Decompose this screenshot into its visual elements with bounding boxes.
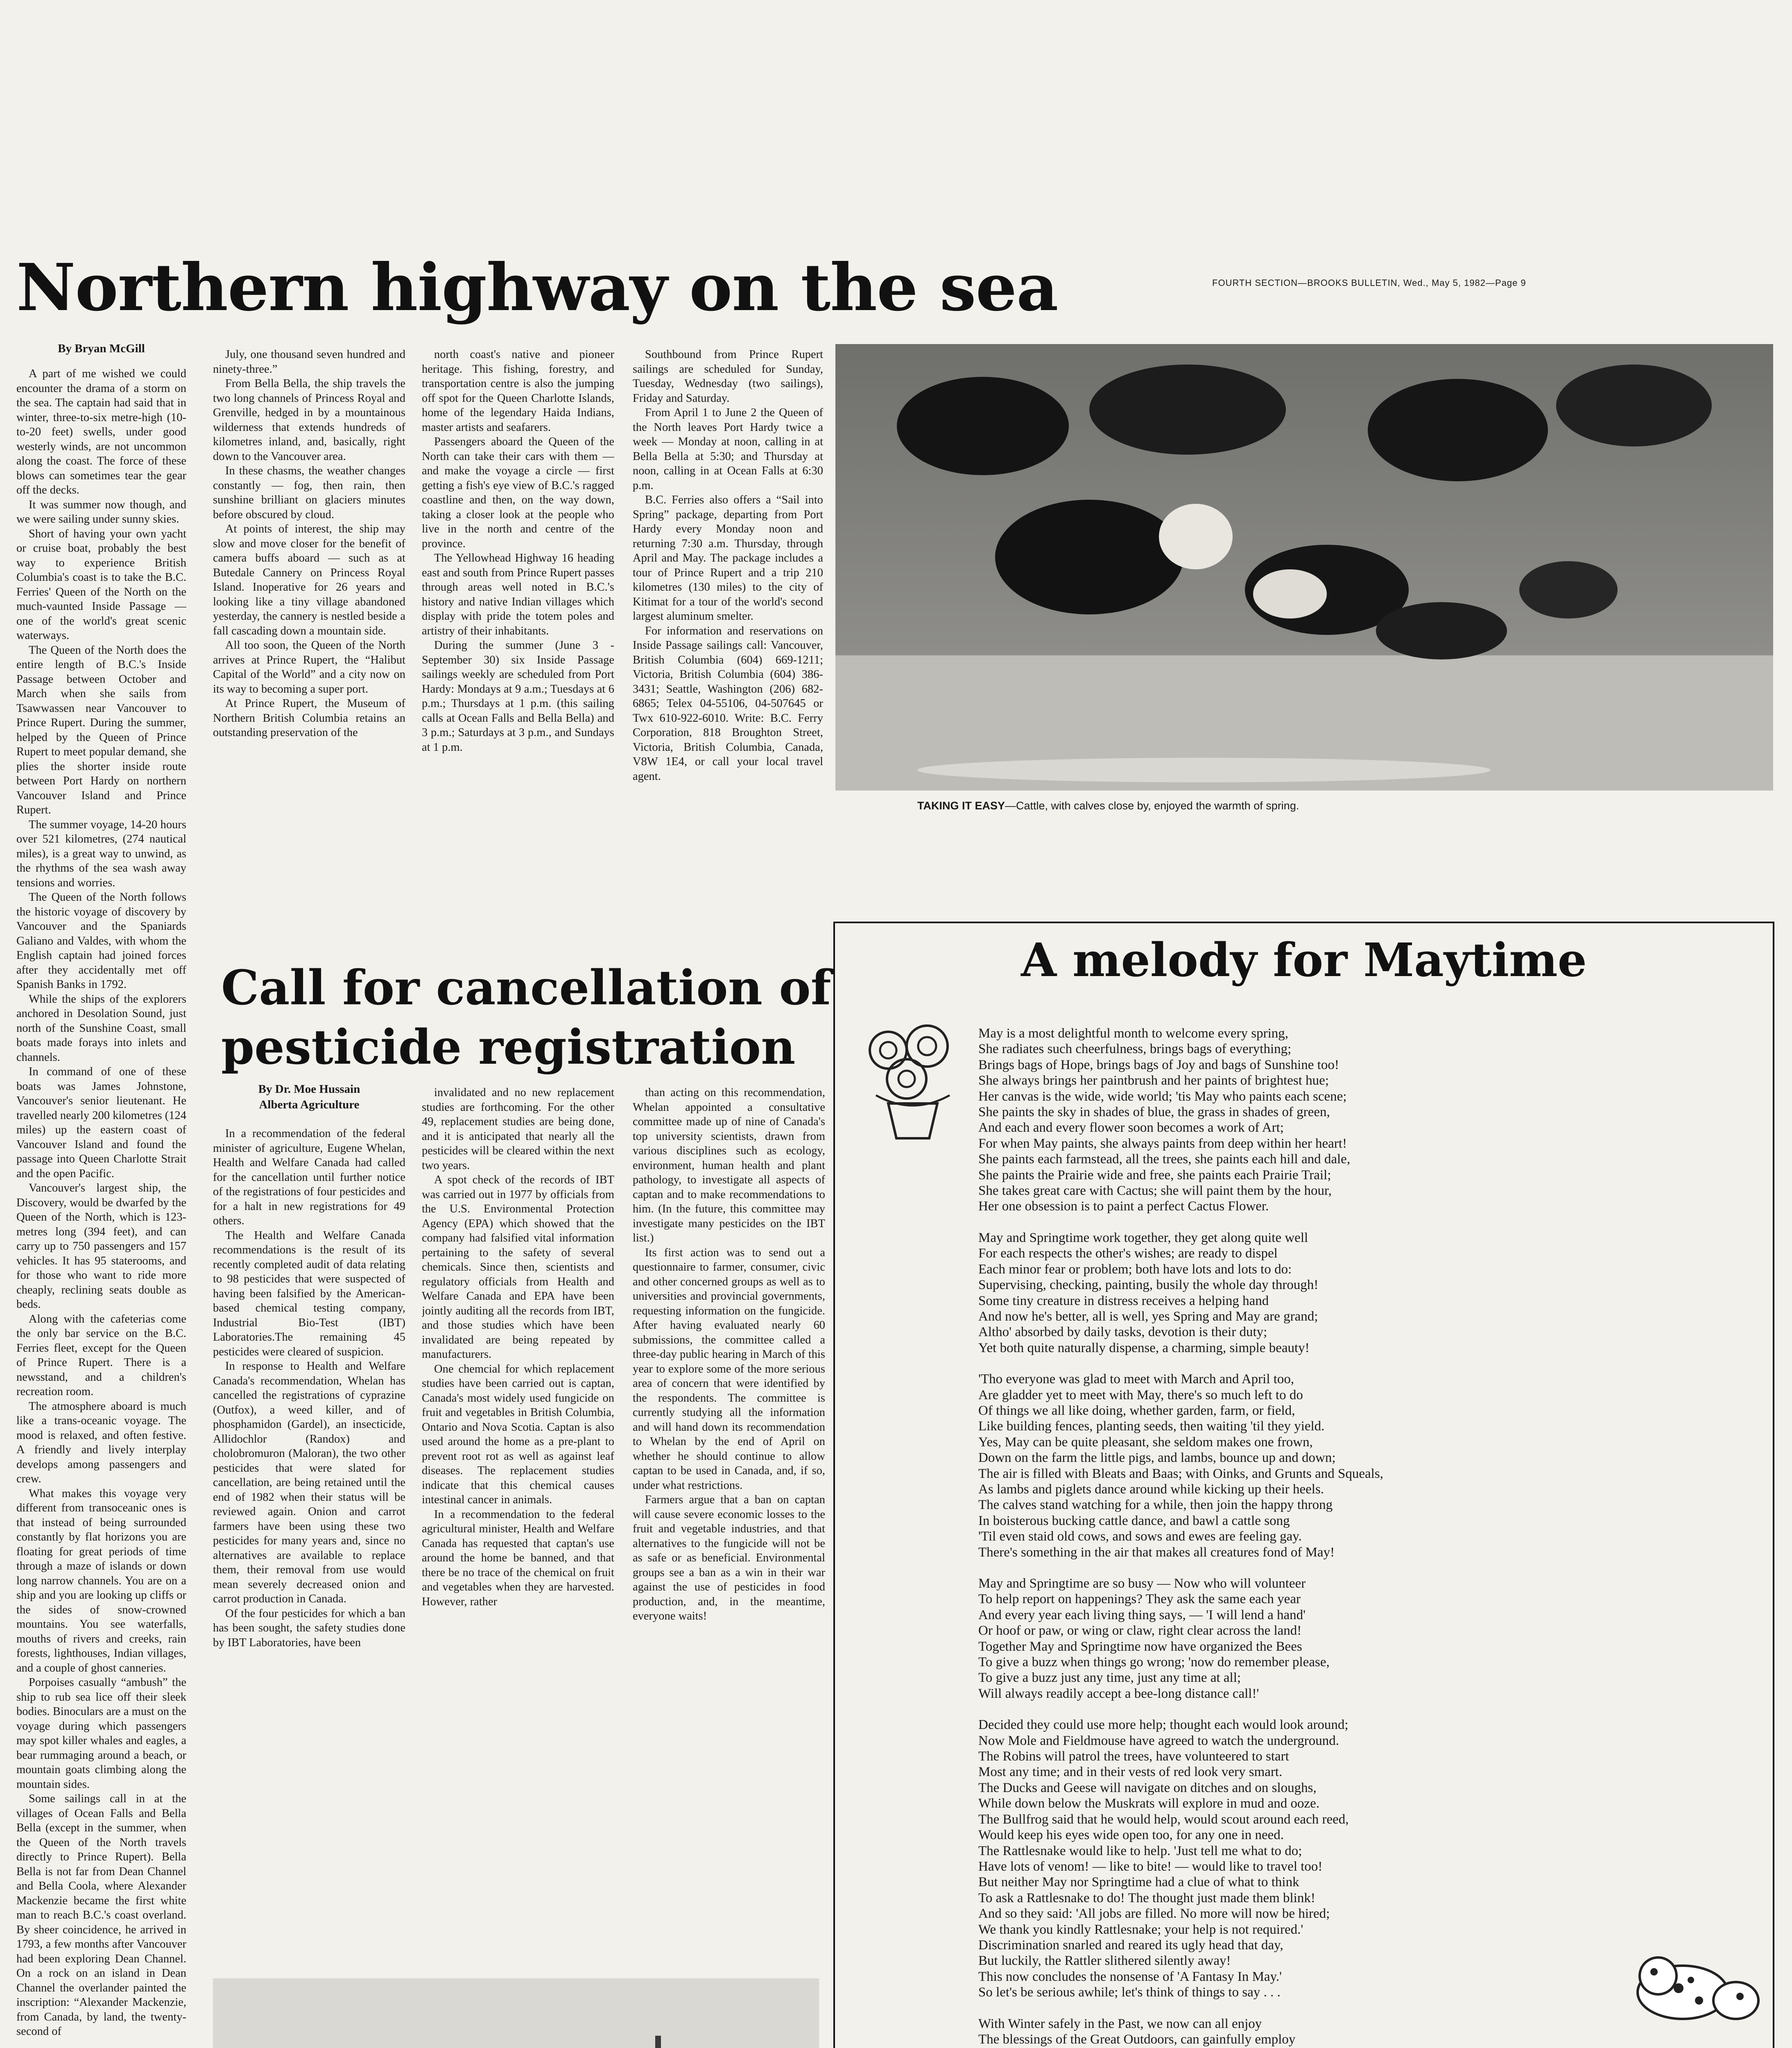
flower-bouquet-icon (860, 1022, 966, 1144)
pesticide-byline-affiliation: Alberta Agriculture (259, 1098, 360, 1111)
poem-stanza: May and Springtime are so busy — Now who will volunteer To help report on happenings? They ask the same each year And every year each living thing says, — 'I will lend a hand' Or hoof or paw, or wing or claw, right clear across the land! Together May and Springtime now have organized the Bees To give a buzz when things go wrong; 'now do remember please, To give a buzz just any time, just any time at all; Will always readily accept a bee-long distance call!' (978, 1576, 1330, 1701)
cattle-caption-text: —Cattle, with calves close by, enjoyed the warmth of spring. (1005, 800, 1299, 812)
paragraph: From Bella Bella, the ship travels the two long channels of Princess Royal and Grenville, hedged in by a mountainous wilderness that extends hundreds of kilometres inland, and, basically, right down to the Vancouver area. (213, 377, 405, 463)
melody-box (833, 922, 1774, 2048)
paragraph: One chemcial for which replacement studies have been carried out is captan, Canada's most widely used fungicide on fruit and vegetables in British Columbia, Ontario and Nova Scotia. Captan is also used around the home as a pre-plant to prevent root rot as well as against leaf diseases. The replacement studies indicate that this chemical causes intestinal cancer in animals. (422, 1362, 614, 1506)
pesticide-headline-line-1: Call for cancellation of (221, 960, 831, 1016)
paragraph: It was summer now though, and we were sailing under sunny skies. (16, 498, 186, 526)
cattle-photo (835, 344, 1773, 791)
paragraph: Of the four pesticides for which a ban has been sought, the safety studies done by IBT Laboratories, have been (213, 1607, 405, 1649)
cattle-photo-image (835, 344, 1773, 791)
paragraph: The summer voyage, 14-20 hours over 521 kilometres, (274 nautical miles), is a great way to unwind, as the rhythms of the sea wash away tensions and worries. (16, 818, 186, 889)
paragraph: Some sailings call in at the villages of Ocean Falls and Bella Bella (except in the summer, when the Queen of the North travels directly to Prince Rupert). Bella Bella is not far from Dean Channel and Bella Coola, where Alexander Mackenzie became the first white man to reach B.C.'s coast overland. By sheer coincidence, he arrived in 1793, a few months after Vancouver had been exploring Dean Channel. On a rock on an island in Dean Channel the overlander painted the inscription: “Alexander Mackenzie, from Canada, by land, the twenty-second of (16, 1792, 186, 2038)
paragraph: Vancouver's largest ship, the Discovery, would be dwarfed by the Queen of the North, which is 123-metres long (394 feet), and can carry up to 750 passengers and 157 vehicles. It has 95 staterooms, and for those who want to ride more cheaply, reclining seats double as beds. (16, 1182, 186, 1311)
poem-stanza: 'Tho everyone was glad to meet with March and April too, Are gladder yet to meet with May, there's so much left to do Of things we all like doing, whether garden, farm, or field, Like building fences, planting seeds, then waiting 'til they yield. Yes, May can be quite pleasant, she seldom makes one frown, Down on the farm the little pigs, and lambs, bounce up and down; The air is filled with Bleats and Baas; with Oinks, and Grunts and Squeals, As lambs and piglets dance around while kicking up their heels. The calves stand watching for a while, then join the happy throng In boisterous bucking cattle dance, and bawl a cattle song 'Til even staid old cows, and sows and ewes are feeling gay. There's something in the air that makes all creatures fond of May! (978, 1372, 1383, 1560)
paragraph: than acting on this recommendation, Whelan appointed a consultative committee made up of nine of Canada's top university scientists, drawn from various disciplines such as ecology, environment, human health and plant pathology, to investigate all aspects of captan and to make recommendations to him. (In the future, this committee may investigate many pesticides on the IBT list.) (633, 1086, 825, 1244)
poem-stanza: May is a most delightful month to welcome every spring, She radiates such cheerfulness, brings bags of everything; Brings bags of Hope, brings bags of Joy and bags of Sunshine too! She always brings her paintbrush and her paints of brightest hue; Her canvas is the wide, wide world; 'tis May who paints each scene; She paints the sky in shades of blue, the grass in shades of green, And each and every flower soon becomes a work of Art; For when May paints, she always paints from deep within her heart! She paints each farmstead, all the trees, she paints each hill and dale, She paints the Prairie wide and free, she paints each Prairie Trail; She takes great care with Cactus; she will paint them by the hour, Her one obsession is to paint a perfect Cactus Flower. (978, 1026, 1351, 1214)
pesticide-column-3 (633, 1085, 825, 1933)
paragraph: At Prince Rupert, the Museum of Northern British Columbia retains an outstanding preservation of the (213, 697, 405, 739)
cattle-caption-lead: TAKING IT EASY (917, 800, 1005, 812)
paragraph: A spot check of the records of IBT was carried out in 1977 by officials from the U.S. Environmental Protection Agency (EPA) which showed that the company had falsified vital information pertaining to the safety of several chemicals. Since then, scientists and regulatory officials from Health and Welfare Canada and EPA have been jointly auditing all the records from IBT, and those studies which have been invalidated are being repeated by manufacturers. (422, 1174, 614, 1361)
paragraph: Passengers aboard the Queen of the North can take their cars with them — and make the voyage a circle — first getting a fish's eye view of B.C.'s ragged coastline and then, on the way down, taking a closer look at the people who live in the north and centre of the province. (422, 435, 614, 550)
pesticide-headline-line-2: pesticide registration (221, 1019, 796, 1075)
paragraph: From April 1 to June 2 the Queen of the North leaves Port Hardy twice a week — Monday at noon, calling in at Bella Bella at 5:30; and Thursday at noon, calling in at Ocean Falls at 6:30 p.m. (633, 406, 823, 492)
paragraph: B.C. Ferries also offers a “Sail into Spring” package, departing from Port Hardy every Monday noon and returning 7:30 a.m. Thursday, through April and May. The package includes a tour of Prince Rupert and a trip 210 kilometres (130 miles) to the city of Kitimat for a tour of the world's second largest aluminum smelter. (633, 494, 823, 623)
paragraph: In a recommendation of the federal minister of agriculture, Eugene Whelan, Health and Welfare Canada had called for the cancellation until further notice of the registrations of four pesticides and for a halt in new registrations for 49 others. (213, 1127, 405, 1227)
poem-stanza: Decided they could use more help; thought each would look around; Now Mole and Fieldmouse have agreed to watch the underground. The Robins will patrol the trees, have volunteered to start Most any time; and in their vests of red look very smart. The Ducks and Geese will navigate on ditches and on sloughs, While down below the Muskrats will explore in mud and ooze. The Bullfrog said that he would help, would scout around each reed, Would keep his eyes wide open too, for any one in need. The Rattlesnake would like to help. 'Just tell me what to do; Have lots of venom! — like to bite! — would like to travel too! But neither May nor Springtime had a clue of what to think To ask a Rattlesnake to do! The thought just made them blink! And so they said: 'All jobs are filled. No more will now be hired; We thank you kindly Rattlesnake; your help is not required.' Discrimination snarled and reared its ugly head that day, But luckily, the Rattler slithered silently away! This now concludes the nonsense of 'A Fantasy In May.' So let's be serious awhile; let's think of things to say . . . (978, 1717, 1349, 2000)
horse-photo (213, 1978, 819, 2048)
paragraph: Southbound from Prince Rupert sailings are scheduled for Sunday, Tuesday, Wednesday (two sailings), Friday and Saturday. (633, 348, 823, 405)
pesticide-byline (213, 1081, 405, 1112)
melody-headline: A melody for Maytime (1021, 933, 1587, 987)
poem-stanza: May and Springtime work together, they get along quite well For each respects the other's wishes; are ready to dispel Each minor fear or problem; both have lots and lots to do: Supervising, checking, painting, busily the whole day through! Some tiny creature in distress receives a helping hand And now he's better, all is well, yes Spring and May are grand; Altho' absorbed by daily tasks, devotion is their duty; Yet both quite naturally dispense, a charming, simple beauty! (978, 1230, 1319, 1355)
paragraph: In command of one of these boats was James Johnstone, Vancouver's senior lieutenant. He travelled nearly 200 kilometres (124 miles) up the eastern coast of Vancouver Island and found the passage into Queen Charlotte Strait and the open Pacific. (16, 1065, 186, 1180)
highway-column-4 (633, 347, 823, 929)
paragraph: At points of interest, the ship may slow and move closer for the benefit of camera buffs aboard — such as at Butedale Cannery on Princess Royal Island. Inoperative for 26 years and looking like a tiny village abandoned yesterday, the cannery is nestled beside a fall cascading down a mountain side. (213, 523, 405, 637)
paragraph: The Queen of the North does the entire length of B.C.'s Inside Passage between October and March when she sails from Tsawwassen near Vancouver to Prince Rupert. During the summer, helped by the Queen of Prince Rupert to meet popular demand, she plies the shorter inside route between Port Hardy on northern Vancouver Island and Prince Rupert. (16, 643, 186, 816)
paragraph: During the summer (June 3 - September 30) six Inside Passage sailings weekly are scheduled from Port Hardy: Mondays at 9 a.m.; Tuesdays at 6 p.m.; Thursdays at 1 p.m. (this sailing calls at Ocean Falls and Bella Bella) and 3 p.m.; Saturdays at 3 p.m., and Sundays at 1 p.m. (422, 639, 614, 754)
paragraph: All too soon, the Queen of the North arrives at Prince Rupert, the “Halibut Capital of the World” and a city now on its way to becoming a super port. (213, 639, 405, 696)
paragraph: north coast's native and pioneer heritage. This fishing, forestry, and transportation centre is also the jumping off spot for the Queen Charlotte Islands, home of the legendary Haida Indians, master artists and seafarers. (422, 348, 614, 434)
pesticide-byline-author: By Dr. Moe Hussain (258, 1083, 360, 1096)
paragraph: Farmers argue that a ban on captan will cause severe economic losses to the fruit and vegetable industries, and that alternatives to the fungicide will not be as safe or as beneficial. Environmental groups see a ban as a win in their war against the use of pesticides in food production, and, in the meantime, everyone waits! (633, 1493, 825, 1622)
puppies-illustration-icon (1629, 1939, 1760, 2033)
paragraph: The Queen of the North follows the historic voyage of discovery by Vancouver and the Spaniards Galiano and Valdes, with whom the English captain had joined forces after they accidentally met off Spanish Banks in 1792. (16, 891, 186, 991)
pesticide-headline (221, 958, 831, 1077)
paragraph: Its first action was to send out a questionnaire to farmer, consumer, civic and other concerned groups as well as to universities and provincial governments, requesting information on the fungicide. After having evaluated nearly 60 submissions, the committee called a three-day public hearing in March of this year to explore some of the more serious area of concern that were identified by the respondents. The committee is currently studying all the information and will hand down its recommendation to Whelan by the end of April on whether he should continue to allow captan to be used in Canada, and, if so, under what restrictions. (633, 1246, 825, 1492)
highway-column-2 (213, 347, 405, 929)
paragraph: invalidated and no new replacement studies are forthcoming. For the other 49, replacement studies are being done, and it is anticipated that nearly all the pesticides will be cleared within the next two years. (422, 1086, 614, 1172)
highway-column-3 (422, 347, 614, 929)
cattle-caption (917, 799, 1777, 813)
highway-column-1 (16, 367, 186, 2048)
poem-stanza: With Winter safely in the Past, we now can all enjoy The blessings of the Great Outdoors, can gainfully employ (978, 2016, 1296, 2047)
paragraph: Short of having your own yacht or cruise boat, probably the best way to experience British Columbia's coast is to take the B.C. Ferries' Queen of the North on the much-vaunted Inside Passage — one of the world's great scenic waterways. (16, 527, 186, 642)
paragraph: For information and reservations on Inside Passage sailings call: Vancouver, British Columbia (604) 669-1211; Victoria, British Columbia (604) 386-3431; Seattle, Washington (206) 682-6865; Telex 04-55106, 04-507645 or Twx 610-922-6010. Write: B.C. Ferry Corporation, 818 Broughton Street, Victoria, British Columbia, Canada, V8W 1E4, or call your local travel agent. (633, 624, 823, 783)
paragraph: In response to Health and Welfare Canada's recommendation, Whelan has cancelled the registrations of cyprazine (Outfox), a weed killer, and of phosphamidon (Gardel), an insecticide, Allidochlor (Randox) and cholobromuron (Maloran), the two other pesticides that were slated for cancellation, are being retained until the end of 1982 when their status will be reviewed again. Onion and carrot farmers have been using these two pesticides for many years and, since no alternatives are available to replace them, their removal from use would mean severely decreased onion and carrot production in Canada. (213, 1360, 405, 1605)
horse-photo-image (213, 1978, 819, 2048)
paragraph: The Yellowhead Highway 16 heading east and south from Prince Rupert passes through areas well noted in B.C.'s history and native Indian villages which display with pride the totem poles and artistry of their inhabitants. (422, 552, 614, 637)
paragraph: In these chasms, the weather changes constantly — fog, then rain, then sunshine brilliant on glaciers minutes before obscured by cloud. (213, 464, 405, 521)
paragraph: The atmosphere aboard is much like a trans-oceanic voyage. The mood is relaxed, and often festive. A friendly and lively interplay develops among passengers and crew. (16, 1400, 186, 1485)
paragraph: What makes this voyage very different from transoceanic ones is that instead of being surrounded constantly by flat horizons you are floating for great periods of time through a maze of islands or down long narrow channels. You are on a ship and you are looking up cliffs or the sides of snow-crowned mountains. You see waterfalls, mouths of rivers and creeks, rain forests, lighthouses, Indian villages, and a couple of ghost canneries. (16, 1487, 186, 1674)
paragraph: July, one thousand seven hundred and ninety-three.” (213, 348, 405, 376)
highway-byline: By Bryan McGill (58, 342, 145, 355)
melody-poem (978, 1026, 1756, 2048)
pesticide-column-2 (422, 1085, 614, 1933)
paragraph: While the ships of the explorers anchored in Desolation Sound, just north of the Sunshine Coast, small boats made forays into inlets and channels. (16, 992, 186, 1064)
paragraph: The Health and Welfare Canada recommendations is the result of its recently completed audit of data relating to 98 pesticides that were suspected of having been falsified by the American-based chemical testing company, Industrial Bio-Test (IBT) Laboratories.The remaining 45 pesticides were cleared of suspicion. (213, 1229, 405, 1358)
paragraph: In a recommendation to the federal agricultural minister, Health and Welfare Canada has requested that captan's use around the home be banned, and that there be no trace of the chemical on fruit and vegetables when they are harvested. However, rather (422, 1508, 614, 1608)
paragraph: Porpoises casually “ambush” the ship to rub sea lice off their sleek bodies. Binoculars are a must on the voyage during which passengers may spot killer whales and eagles, a bear rummaging around a beach, or mountain goats climbing along the mountain sides. (16, 1676, 186, 1791)
highway-headline: Northern highway on the sea (16, 250, 1058, 326)
paragraph: A part of me wished we could encounter the drama of a storm on the sea. The captain had said that in winter, three-to-six metre-high (10-to-20 feet) swells, under good westerly winds, are not uncommon along the coast. The force of these blows can sometimes tear the gear off the decks. (16, 367, 186, 496)
page-folio: FOURTH SECTION—BROOKS BULLETIN, Wed., May 5, 1982—Page 9 (1212, 278, 1526, 288)
pesticide-column-1 (213, 1126, 405, 1933)
paragraph: Along with the cafeterias come the only bar service on the B.C. Ferries fleet, except for the Queen of Prince Rupert. There is a newsstand, and a children's recreation room. (16, 1312, 186, 1398)
